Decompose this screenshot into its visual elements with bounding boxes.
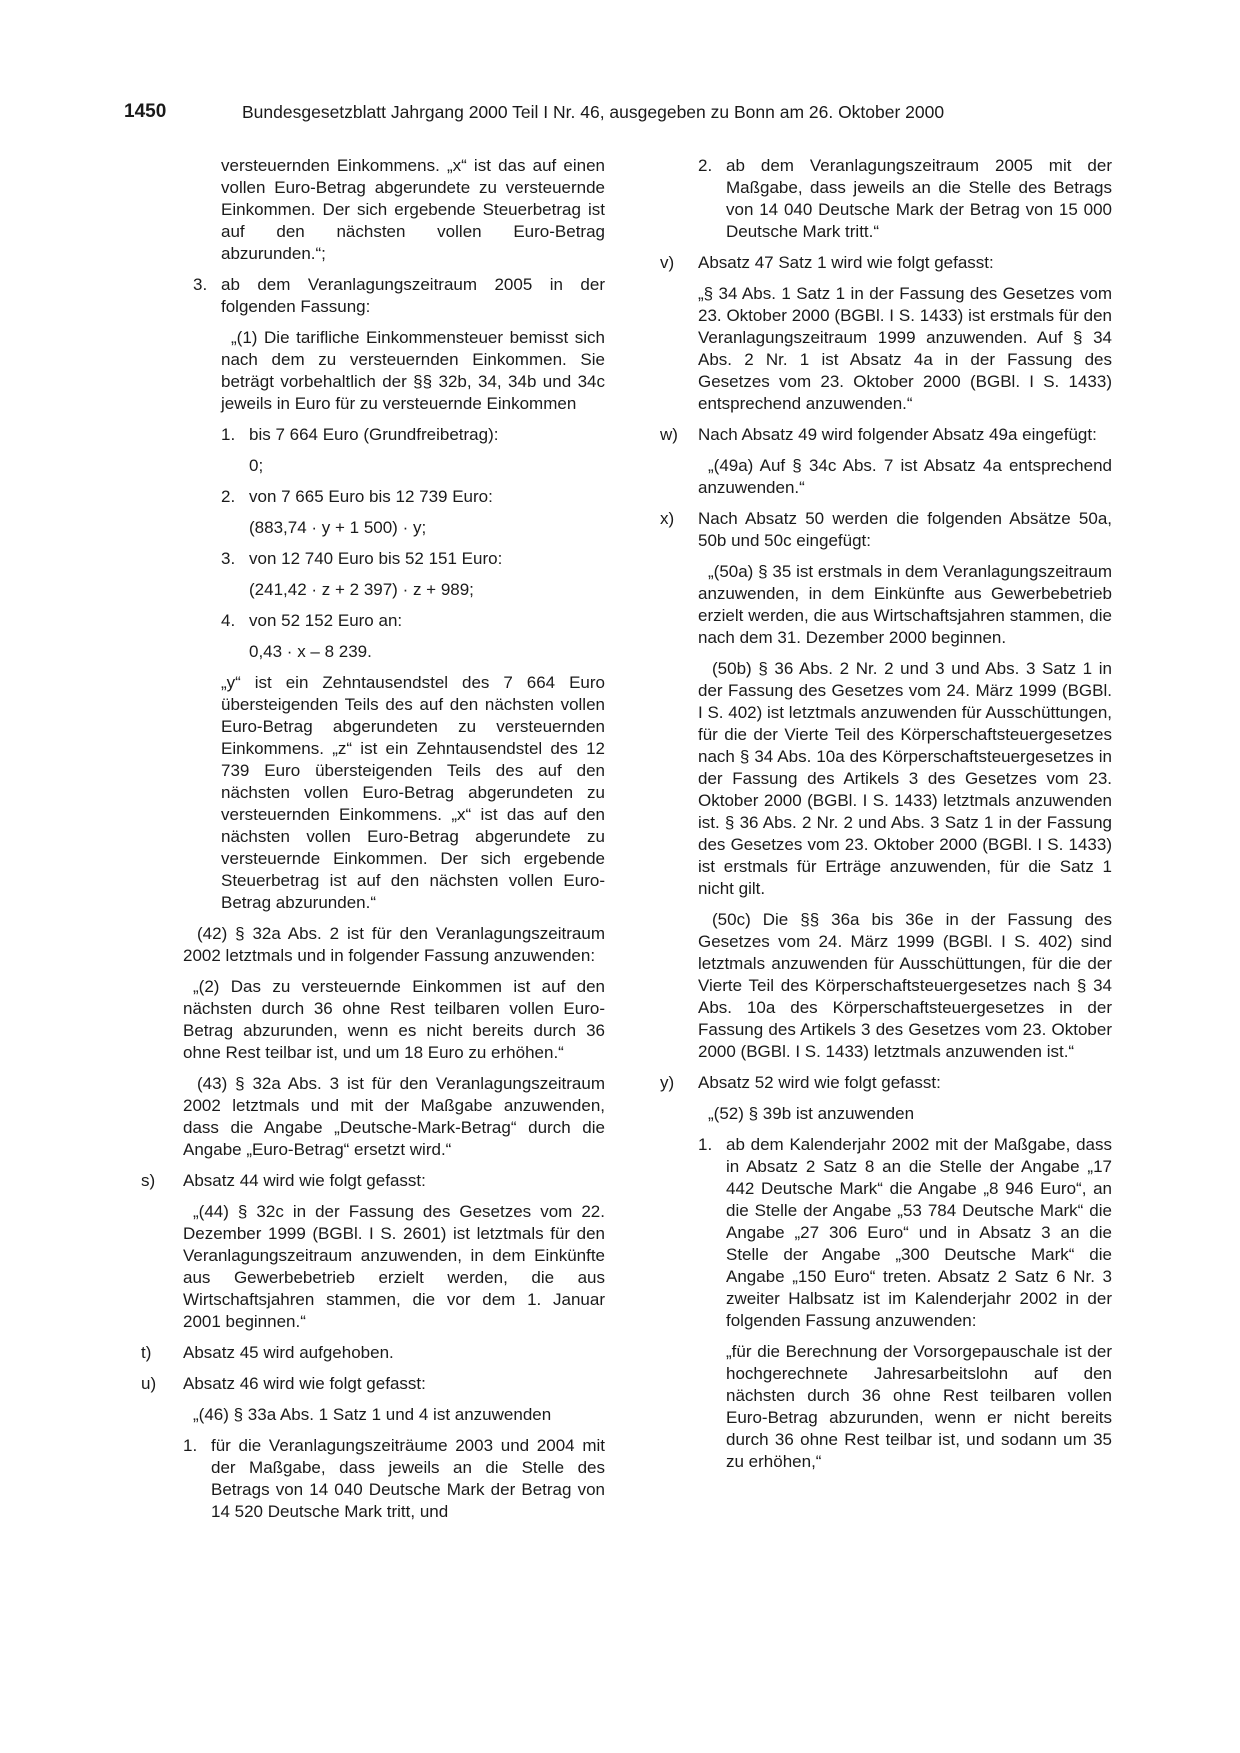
left-column	[141, 155, 605, 1532]
formula: 0,43 · x – 8 239.	[249, 642, 372, 661]
list-text: ab dem Veranlagungszeitraum 2005 mit der Maßgabe, dass jeweils an die Stelle des Betrags von 14 040 Deutsche Mark der Betrag von 15 000 Deutsche Mark tritt.“	[726, 156, 1112, 241]
list-item-w	[660, 424, 1112, 446]
list-text: ab dem Veranlagungszeitraum 2005 in der folgenden Fassung:	[221, 275, 605, 316]
list-marker: 1.	[221, 425, 236, 444]
tariff-item-1	[155, 424, 605, 446]
quoted-paragraph: „für die Berechnung der Vorsorgepauschale ist der hochgerechnete Jahresarbeitslohn auf den nächsten durch 36 ohne Rest teilbaren vollen Euro-Betrag abzurunden, wenn er nicht bereits durch 36 ohne Rest teilbar ist, und sodann um 35 zu erhöhen,“	[726, 1342, 1112, 1471]
list-item-u	[141, 1373, 605, 1395]
list-item-t	[141, 1342, 605, 1364]
list-marker: x)	[660, 509, 675, 528]
list-item-v	[660, 252, 1112, 274]
list-item-x	[660, 508, 1112, 552]
list-item-s	[141, 1170, 605, 1192]
list-marker: y)	[660, 1073, 675, 1092]
list-marker: s)	[141, 1171, 156, 1190]
list-marker: u)	[141, 1374, 157, 1393]
quoted-paragraph: „(52) § 39b ist anzuwenden	[708, 1104, 915, 1123]
list-marker: 1.	[183, 1436, 198, 1455]
quoted-paragraph: „(2) Das zu versteuernde Einkommen ist auf den nächsten durch 36 ohne Rest teilbaren vollen Euro-Betrag abzurunden, wenn es nicht bereits durch 36 ohne Rest teilbar ist, und um 18 Euro zu erhöhen.“	[183, 977, 605, 1062]
page-header	[124, 100, 1004, 130]
list-text: von 12 740 Euro bis 52 151 Euro:	[249, 549, 503, 568]
list-text: Absatz 46 wird wie folgt gefasst:	[183, 1374, 426, 1393]
list-item-u1	[155, 1435, 605, 1523]
tariff-item-4	[155, 610, 605, 632]
right-column	[660, 155, 1112, 1482]
paragraph-43: (43) § 32a Abs. 3 ist für den Veranlagungszeitraum 2002 letztmals und mit der Maßgabe anzuwenden, dass die Angabe „Deutsche-Mark-Betrag“ durch die Angabe „Euro-Betrag“ ersetzt wird.“	[183, 1074, 605, 1159]
formula: (241,42 · z + 2 397) · z + 989;	[249, 580, 474, 599]
list-item-y	[660, 1072, 1112, 1094]
list-marker: 3.	[221, 549, 236, 568]
list-text: von 7 665 Euro bis 12 739 Euro:	[249, 487, 493, 506]
list-text: Absatz 47 Satz 1 wird wie folgt gefasst:	[698, 253, 994, 272]
header-title: Bundesgesetzblatt Jahrgang 2000 Teil I Nr. 46, ausgegeben zu Bonn am 26. Oktober 2000	[242, 102, 945, 122]
list-text: Absatz 44 wird wie folgt gefasst:	[183, 1171, 426, 1190]
list-marker: 1.	[698, 1135, 713, 1154]
quoted-paragraph: „(1) Die tarifliche Einkommensteuer bemisst sich nach dem zu versteuernden Einkommen. Sie beträgt vorbehaltlich der §§ 32b, 34, 34b und 34c jeweils in Euro für zu versteuernde Einkommen	[221, 328, 605, 413]
quoted-paragraph-50a: „(50a) § 35 ist erstmals in dem Veranlagungszeitraum anzuwenden, in dem Einkünfte aus Gewerbebetrieb erzielt werden, die aus Wirtschaftsjahren stammen, die nach dem 31. Dezember 2000 beginnen.	[698, 562, 1112, 647]
list-marker: w)	[660, 425, 678, 444]
quoted-paragraph: „(49a) Auf § 34c Abs. 7 ist Absatz 4a entsprechend anzuwenden.“	[698, 456, 1112, 497]
formula: 0;	[249, 456, 264, 475]
list-text: Absatz 52 wird wie folgt gefasst:	[698, 1073, 941, 1092]
list-text: Nach Absatz 50 werden die folgenden Absätze 50a, 50b und 50c eingefügt:	[698, 509, 1112, 550]
list-text: von 52 152 Euro an:	[249, 611, 403, 630]
page-number: 1450	[124, 101, 167, 122]
paragraph-42: (42) § 32a Abs. 2 ist für den Veranlagungszeitraum 2002 letztmals und in folgender Fassung anzuwenden:	[183, 924, 605, 965]
list-text: Absatz 45 wird aufgehoben.	[183, 1343, 394, 1362]
list-item-u2	[660, 155, 1112, 243]
list-text: für die Veranlagungszeiträume 2003 und 2004 mit der Maßgabe, dass jeweils an die Stelle des Betrags von 14 040 Deutsche Mark der Betrag von 14 520 Deutsche Mark tritt, und	[211, 1436, 605, 1521]
tariff-item-2	[155, 486, 605, 508]
paragraph: „y“ ist ein Zehntausendstel des 7 664 Euro übersteigenden Teils des auf den nächsten vollen Euro-Betrag abgerundeten zu versteuernden Einkommens. „z“ ist ein Zehntausendstel des 12 739 Euro übersteigenden Teils des auf den nächsten vollen Euro-Betrag abgerundeten zu versteuernden Einkommens. „x“ ist das auf den nächsten vollen Euro-Betrag abgerundete zu versteuernde Einkommen. Der sich ergebende Steuerbetrag ist auf den nächsten vollen Euro-Betrag abzurunden.“	[221, 673, 605, 912]
list-marker: 2.	[698, 156, 713, 175]
list-marker: 2.	[221, 487, 236, 506]
tariff-item-3	[155, 548, 605, 570]
list-marker: 3.	[193, 275, 208, 294]
quoted-paragraph-50c: (50c) Die §§ 36a bis 36e in der Fassung des Gesetzes vom 24. März 1999 (BGBl. I S. 402) sind letztmals anzuwenden für Ausschüttungen, für die der Vierte Teil des Körperschaftsteuergesetzes nach § 34 Abs. 10a des Körperschaftsteuergesetzes in der Fassung des Artikels 3 des Gesetzes vom 23. Oktober 2000 (BGBl. I S. 1433) letztmals anzuwenden ist.“	[698, 910, 1112, 1061]
list-text: Nach Absatz 49 wird folgender Absatz 49a eingefügt:	[698, 425, 1097, 444]
quoted-paragraph: „(44) § 32c in der Fassung des Gesetzes vom 22. Dezember 1999 (BGBl. I S. 2601) ist letztmals für den Veranlagungszeitraum anzuwenden, in dem Einkünfte aus Gewerbebetrieb erzielt werden, die aus Wirtschaftsjahren stammen, die vor dem 1. Januar 2001 beginnen.“	[183, 1202, 605, 1331]
list-text: bis 7 664 Euro (Grundfreibetrag):	[249, 425, 499, 444]
quoted-paragraph: „§ 34 Abs. 1 Satz 1 in der Fassung des Gesetzes vom 23. Oktober 2000 (BGBl. I S. 1433) ist erstmals für den Veranlagungszeitraum 1999 anzuwenden. Auf § 34 Abs. 2 Nr. 1 ist Absatz 4a in der Fassung des Gesetzes vom 23. Oktober 2000 (BGBl. I S. 1433) entsprechend anzuwenden.“	[698, 284, 1112, 413]
list-item-y1	[660, 1134, 1112, 1332]
formula: (883,74 · y + 1 500) · y;	[249, 518, 427, 537]
list-marker: t)	[141, 1343, 152, 1362]
list-marker: v)	[660, 253, 675, 272]
list-item-3	[155, 274, 605, 318]
paragraph: versteuernden Einkommens. „x“ ist das auf einen vollen Euro-Betrag abgerundete zu versteuernde Einkommen. Der sich ergebende Steuerbetrag ist auf den nächsten vollen Euro-Betrag abzurunden.“;	[221, 156, 605, 263]
quoted-paragraph-50b: (50b) § 36 Abs. 2 Nr. 2 und 3 und Abs. 3 Satz 1 in der Fassung des Gesetzes vom 24. März 1999 (BGBl. I S. 402) ist letztmals anzuwenden für Ausschüttungen, für die der Vierte Teil des Körperschaftsteuergesetzes nach § 34 Abs. 10a des Körperschaftsteuergesetzes in der Fassung des Artikels 3 des Gesetzes vom 23. Oktober 2000 (BGBl. I S. 1433) letztmals anzuwenden ist. § 36 Abs. 2 Nr. 2 und Abs. 3 Satz 1 in der Fassung des Gesetzes vom 23. Oktober 2000 (BGBl. I S. 1433) ist erstmals für Erträge anzuwenden, für die Satz 1 nicht gilt.	[698, 659, 1112, 898]
quoted-paragraph: „(46) § 33a Abs. 1 Satz 1 und 4 ist anzuwenden	[193, 1405, 552, 1424]
list-text: ab dem Kalenderjahr 2002 mit der Maßgabe, dass in Absatz 2 Satz 8 an die Stelle der Angabe „17 442 Deutsche Mark“ die Angabe „8 946 Euro“, an die Stelle der Angabe „53 784 Deutsche Mark“ die Angabe „27 306 Euro“ und in Absatz 3 an die Stelle der Angabe „300 Deutsche Mark“ die Angabe „150 Euro“ treten. Absatz 2 Satz 6 Nr. 3 zweiter Halbsatz ist im Kalenderjahr 2002 in der folgenden Fassung anzuwenden:	[726, 1135, 1112, 1330]
list-marker: 4.	[221, 611, 236, 630]
